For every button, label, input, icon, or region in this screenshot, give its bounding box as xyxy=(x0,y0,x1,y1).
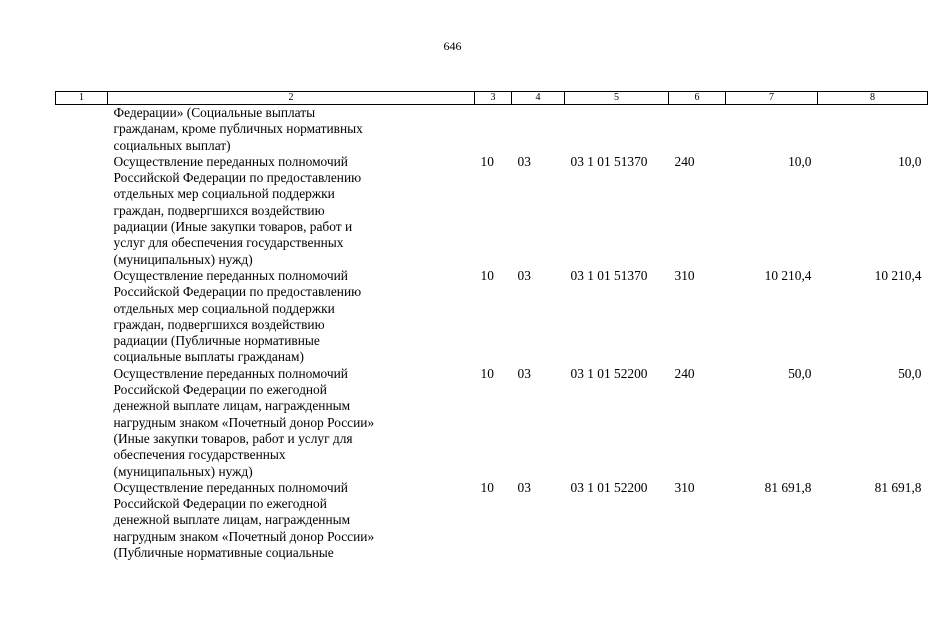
row-number-cell xyxy=(56,366,108,480)
description-line: (Публичные нормативные социальные xyxy=(113,545,334,561)
page-number: 646 xyxy=(443,39,462,53)
section-code-cell: 10 xyxy=(480,479,494,495)
target-article-cell: 03 1 01 52200 xyxy=(570,479,648,495)
description-line: гражданам, кроме публичных нормативных xyxy=(113,121,363,137)
amount-cell: 81 691,8 xyxy=(764,479,812,495)
expense-type-cell: 240 xyxy=(674,153,695,169)
expense-type-cell xyxy=(669,105,726,154)
row-number-cell xyxy=(56,480,108,561)
description-line: радиации (Иные закупки товаров, работ и xyxy=(113,219,353,235)
section-code-cell: 10 xyxy=(480,153,494,169)
target-article-cell: 03 1 01 52200 xyxy=(570,365,648,381)
amount-cell xyxy=(818,105,928,154)
description-line: денежной выплате лицам, награжденным xyxy=(113,512,351,528)
description-line: Осуществление переданных полномочий xyxy=(113,267,348,283)
amount-cell: 50,0 xyxy=(788,365,812,381)
description-cell xyxy=(108,366,475,480)
subsection-code-cell: 03 xyxy=(517,365,531,381)
expense-type-cell: 240 xyxy=(674,365,695,381)
column-header: 1 xyxy=(56,92,108,105)
table-row xyxy=(56,105,928,154)
table-row xyxy=(56,154,928,268)
amount-cell xyxy=(726,105,818,154)
budget-table xyxy=(55,91,928,561)
expense-type-cell: 310 xyxy=(674,479,695,495)
column-header: 8 xyxy=(818,92,928,105)
description-line: граждан, подвергшихся воздействию xyxy=(113,316,325,332)
description-line: социальные выплаты гражданам) xyxy=(113,349,304,365)
target-article-cell: 03 1 01 51370 xyxy=(570,153,648,169)
description-line: отдельных мер социальной поддержки xyxy=(113,186,335,202)
description-line: Осуществление переданных полномочий xyxy=(113,479,348,495)
description-cell xyxy=(108,480,475,561)
amount-cell: 10,0 xyxy=(898,153,922,169)
description-line: (муниципальных) нужд) xyxy=(113,463,253,479)
description-line: (Иные закупки товаров, работ и услуг для xyxy=(113,430,353,446)
description-line: (муниципальных) нужд) xyxy=(113,251,253,267)
target-article-cell: 03 1 01 51370 xyxy=(570,267,648,283)
description-cell xyxy=(108,268,475,366)
description-line: денежной выплате лицам, награжденным xyxy=(113,398,351,414)
table-row xyxy=(56,268,928,366)
column-header: 6 xyxy=(669,92,726,105)
description-line: Российской Федерации по ежегодной xyxy=(113,382,327,398)
column-header: 4 xyxy=(512,92,565,105)
table-row xyxy=(56,480,928,561)
subsection-code-cell: 03 xyxy=(517,479,531,495)
description-line: Российской Федерации по ежегодной xyxy=(113,496,327,512)
column-header: 5 xyxy=(565,92,669,105)
description-line: обеспечения государственных xyxy=(113,447,286,463)
table-row xyxy=(56,366,928,480)
amount-cell: 10 210,4 xyxy=(764,267,812,283)
description-line: отдельных мер социальной поддержки xyxy=(113,300,335,316)
description-cell xyxy=(108,105,475,154)
column-header: 2 xyxy=(108,92,475,105)
row-number-cell xyxy=(56,154,108,268)
table-body xyxy=(56,105,928,562)
subsection-code-cell: 03 xyxy=(517,267,531,283)
section-code-cell: 10 xyxy=(480,267,494,283)
target-article-cell xyxy=(565,105,669,154)
row-number-cell xyxy=(56,105,108,154)
description-line: социальных выплат) xyxy=(113,137,231,153)
subsection-code-cell xyxy=(512,105,565,154)
description-line: Российской Федерации по предоставлению xyxy=(113,284,362,300)
description-cell xyxy=(108,154,475,268)
description-line: Российской Федерации по предоставлению xyxy=(113,170,362,186)
amount-cell: 50,0 xyxy=(898,365,922,381)
description-line: нагрудным знаком «Почетный донор России» xyxy=(113,528,375,544)
description-line: радиации (Публичные нормативные xyxy=(113,333,320,349)
description-line: Осуществление переданных полномочий xyxy=(113,153,348,169)
column-header: 3 xyxy=(475,92,512,105)
subsection-code-cell: 03 xyxy=(517,153,531,169)
amount-cell: 10 210,4 xyxy=(874,267,922,283)
description-line: Федерации» (Социальные выплаты xyxy=(113,105,316,120)
column-number-row xyxy=(56,92,928,105)
amount-cell: 81 691,8 xyxy=(874,479,922,495)
expense-type-cell: 310 xyxy=(674,267,695,283)
section-code-cell: 10 xyxy=(480,365,494,381)
description-line: услуг для обеспечения государственных xyxy=(113,235,344,251)
amount-cell: 10,0 xyxy=(788,153,812,169)
description-line: граждан, подвергшихся воздействию xyxy=(113,202,325,218)
description-line: нагрудным знаком «Почетный донор России» xyxy=(113,414,375,430)
column-header: 7 xyxy=(726,92,818,105)
row-number-cell xyxy=(56,268,108,366)
section-code-cell xyxy=(475,105,512,154)
description-line: Осуществление переданных полномочий xyxy=(113,365,348,381)
